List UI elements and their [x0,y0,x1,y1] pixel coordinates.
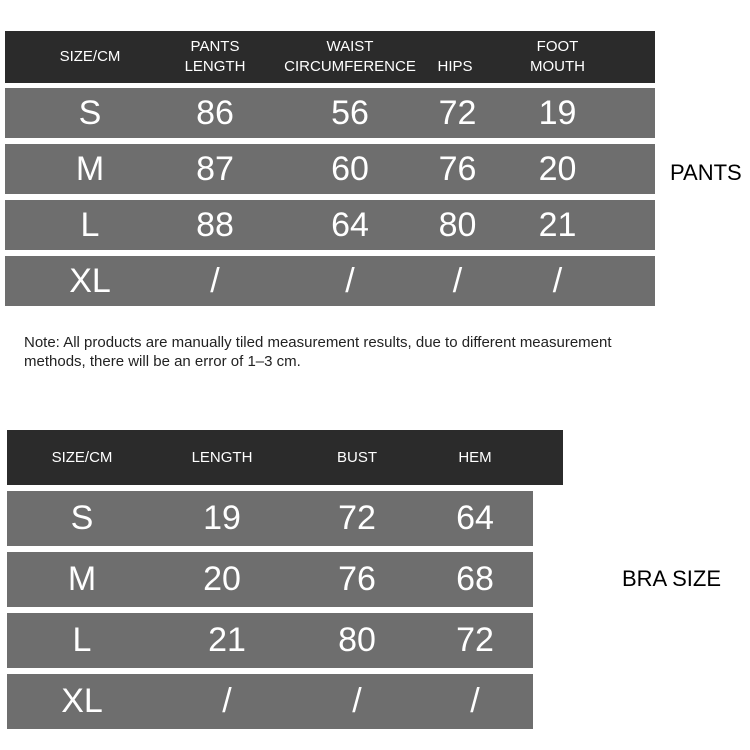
pants-header-waist: WAIST CIRCUMFERENCE [284,38,416,75]
pants-row-xl [5,256,655,306]
length-cell: 88 [196,205,234,244]
bra-table-header [7,430,563,485]
bra-header-hem: HEM [458,448,492,466]
bra-row-l [7,613,533,668]
pants-table-header [5,31,655,83]
foot-mouth-cell: 20 [538,149,577,188]
size-cell: S [78,93,102,132]
pants-row-m [5,144,655,194]
waist-cell: 60 [331,149,369,188]
bra-row-xl [7,674,533,729]
hem-cell: 68 [456,560,494,598]
bust-cell: 72 [338,499,376,537]
pants-header-foot-mouth: FOOT MOUTH [530,38,585,75]
bra-row-s [7,491,533,546]
foot-mouth-cell: / [552,261,563,300]
pants-header-hips: HIPS [437,58,473,75]
length-cell: / [210,261,220,300]
length-cell: 21 [208,621,246,659]
bra-size-label: BRA SIZE [622,566,722,591]
size-cell: L [72,621,92,659]
hem-cell: 64 [456,499,494,537]
length-cell: 19 [203,499,241,537]
size-cell: XL [69,261,111,300]
waist-cell: 56 [331,93,369,132]
pants-header-length: PANTS LENGTH [184,38,246,75]
hem-cell: / [470,682,480,720]
bust-cell: 76 [338,560,376,598]
hips-cell: 76 [438,149,477,188]
pants-label: PANTS [670,160,742,185]
bra-row-m [7,552,533,607]
bust-cell: / [352,682,362,720]
bra-header-size: SIZE/CM [51,448,113,466]
waist-cell: 64 [331,205,369,244]
pants-row-l [5,200,655,250]
length-cell: 87 [196,149,234,188]
hips-cell: / [452,261,463,300]
length-cell: 86 [196,93,234,132]
size-cell: M [67,560,97,598]
measurement-note: Note: All products are manually tiled measurement results, due to different measurement methods, there will be an error of 1–3 cm. [24,334,612,370]
foot-mouth-cell: 21 [538,205,577,244]
size-cell: XL [61,682,103,720]
pants-header-size: SIZE/CM [59,48,121,65]
size-cell: S [70,499,94,537]
foot-mouth-cell: 19 [538,93,577,132]
length-cell: 20 [203,560,241,598]
waist-cell: / [345,261,355,300]
bra-header-length: LENGTH [191,448,253,466]
hips-cell: 72 [438,93,477,132]
pants-row-s [5,88,655,138]
hem-cell: 72 [456,621,494,659]
bra-header-bust: BUST [336,448,377,466]
length-cell: / [222,682,232,720]
bust-cell: 80 [338,621,376,659]
hips-cell: 80 [438,205,477,244]
size-cell: L [80,205,100,244]
size-cell: M [75,149,105,188]
